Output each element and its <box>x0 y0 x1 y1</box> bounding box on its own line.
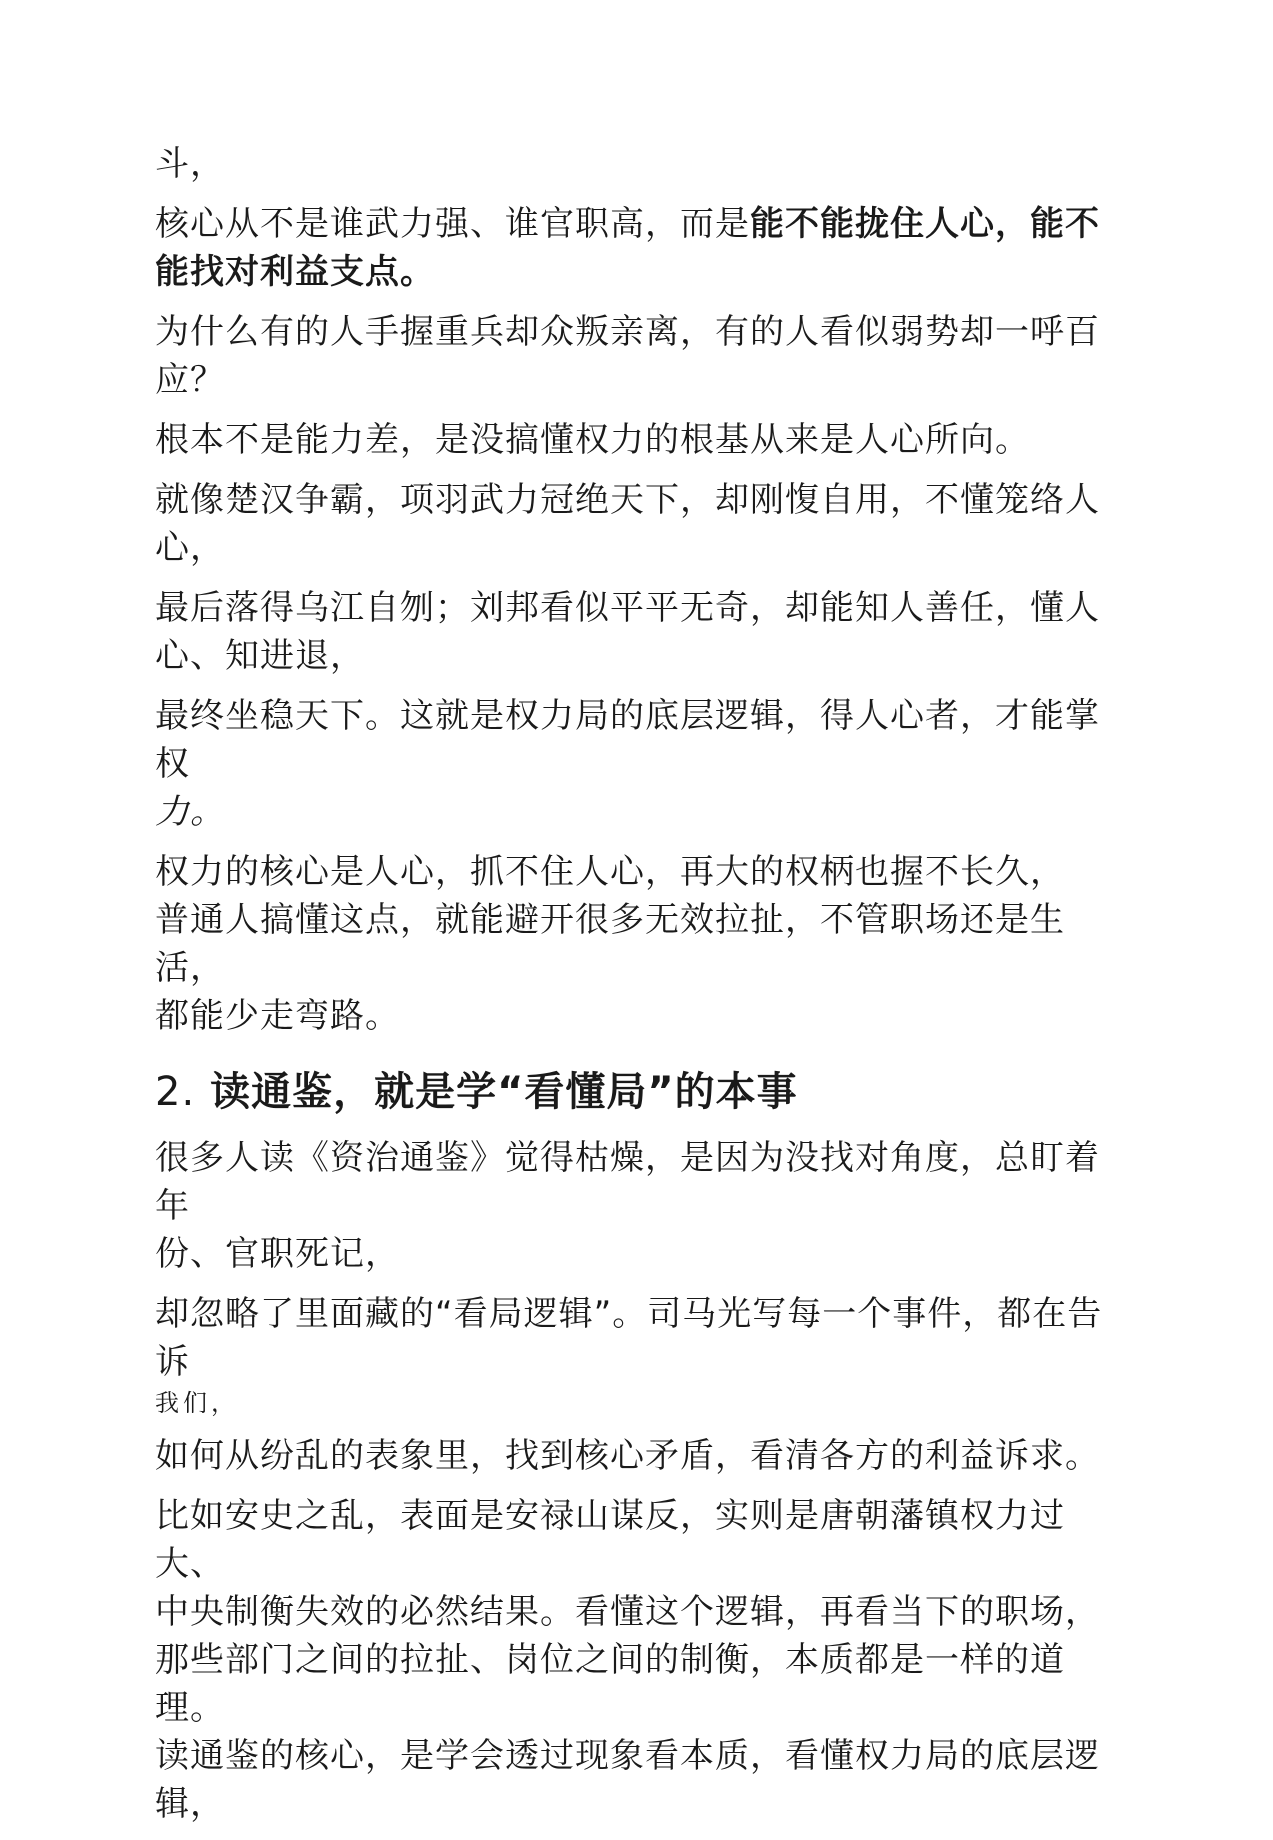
text-line: 最终坐稳天下。这就是权力局的底层逻辑，得人心者，才能掌权 <box>155 696 1100 784</box>
text-line: 根本不是能力差，是没搞懂权力的根基从来是人心所向。 <box>155 420 1030 460</box>
paragraph-2 <box>155 308 1115 404</box>
text-line: 比如安史之乱，表面是安禄山谋反，实则是唐朝藩镇权力过大、 <box>155 1496 1065 1584</box>
bold-text: 能不能拢住人心，能不能找对利益支点。 <box>155 204 1100 292</box>
text-line: 应？ <box>155 360 225 400</box>
document-page <box>155 140 1115 1840</box>
paragraph-7 <box>155 848 1115 1040</box>
paragraph-5 <box>155 584 1115 680</box>
text-line: 斗， <box>155 144 225 184</box>
heading-number: 2. <box>155 1069 196 1115</box>
section2-paragraph-0 <box>155 1134 1115 1278</box>
text-line: 为什么有的人手握重兵却众叛亲离，有的人看似弱势却一呼百 <box>155 312 1100 352</box>
text-line: 份、官职死记， <box>155 1234 400 1274</box>
paragraph-4 <box>155 476 1115 572</box>
paragraph-3 <box>155 416 1115 464</box>
text-line: 力。 <box>155 792 225 832</box>
text-line: 辑， <box>155 1784 225 1824</box>
text-line: 那些部门之间的拉扯、岗位之间的制衡，本质都是一样的道理。 <box>155 1640 1065 1728</box>
paragraph-1 <box>155 200 1115 296</box>
text-line: 权力的核心是人心，抓不住人心，再大的权柄也握不长久， <box>155 852 1065 892</box>
text-line: 如何从纷乱的表象里，找到核心矛盾，看清各方的利益诉求。 <box>155 1436 1100 1476</box>
text-line: 最后落得乌江自刎；刘邦看似平平无奇，却能知人善任，懂人 <box>155 588 1100 628</box>
text-line: 却忽略了里面藏的“看局逻辑”。司马光写每一个事件，都在告诉 <box>155 1294 1103 1382</box>
text-line: 普通人搞懂这点，就能避开很多无效拉扯，不管职场还是生活， <box>155 900 1065 988</box>
paragraph-0 <box>155 140 1115 188</box>
text-line: 心， <box>155 528 225 568</box>
text-line: 就像楚汉争霸，项羽武力冠绝天下，却刚愎自用，不懂笼络人 <box>155 480 1100 520</box>
text-line: 中央制衡失效的必然结果。看懂这个逻辑，再看当下的职场， <box>155 1592 1100 1632</box>
text-line: 很多人读《资治通鉴》觉得枯燥，是因为没找对角度，总盯着年 <box>155 1138 1100 1226</box>
text-line: 心、知进退， <box>155 636 365 676</box>
section2-paragraph-1 <box>155 1290 1115 1420</box>
paragraph-6 <box>155 692 1115 836</box>
text-line: 读通鉴的核心，是学会透过现象看本质，看懂权力局的底层逻 <box>155 1736 1100 1776</box>
section2-paragraph-2 <box>155 1432 1115 1480</box>
section-heading <box>155 1064 1115 1120</box>
text-line-small: 我们， <box>155 1389 239 1417</box>
text-span: 核心从不是谁武力强、谁官职高，而是 <box>155 204 750 244</box>
heading-text: 读通鉴，就是学“看懂局”的本事 <box>210 1069 798 1115</box>
text-line: 都能少走弯路。 <box>155 996 400 1036</box>
section2-paragraph-3 <box>155 1492 1115 1828</box>
